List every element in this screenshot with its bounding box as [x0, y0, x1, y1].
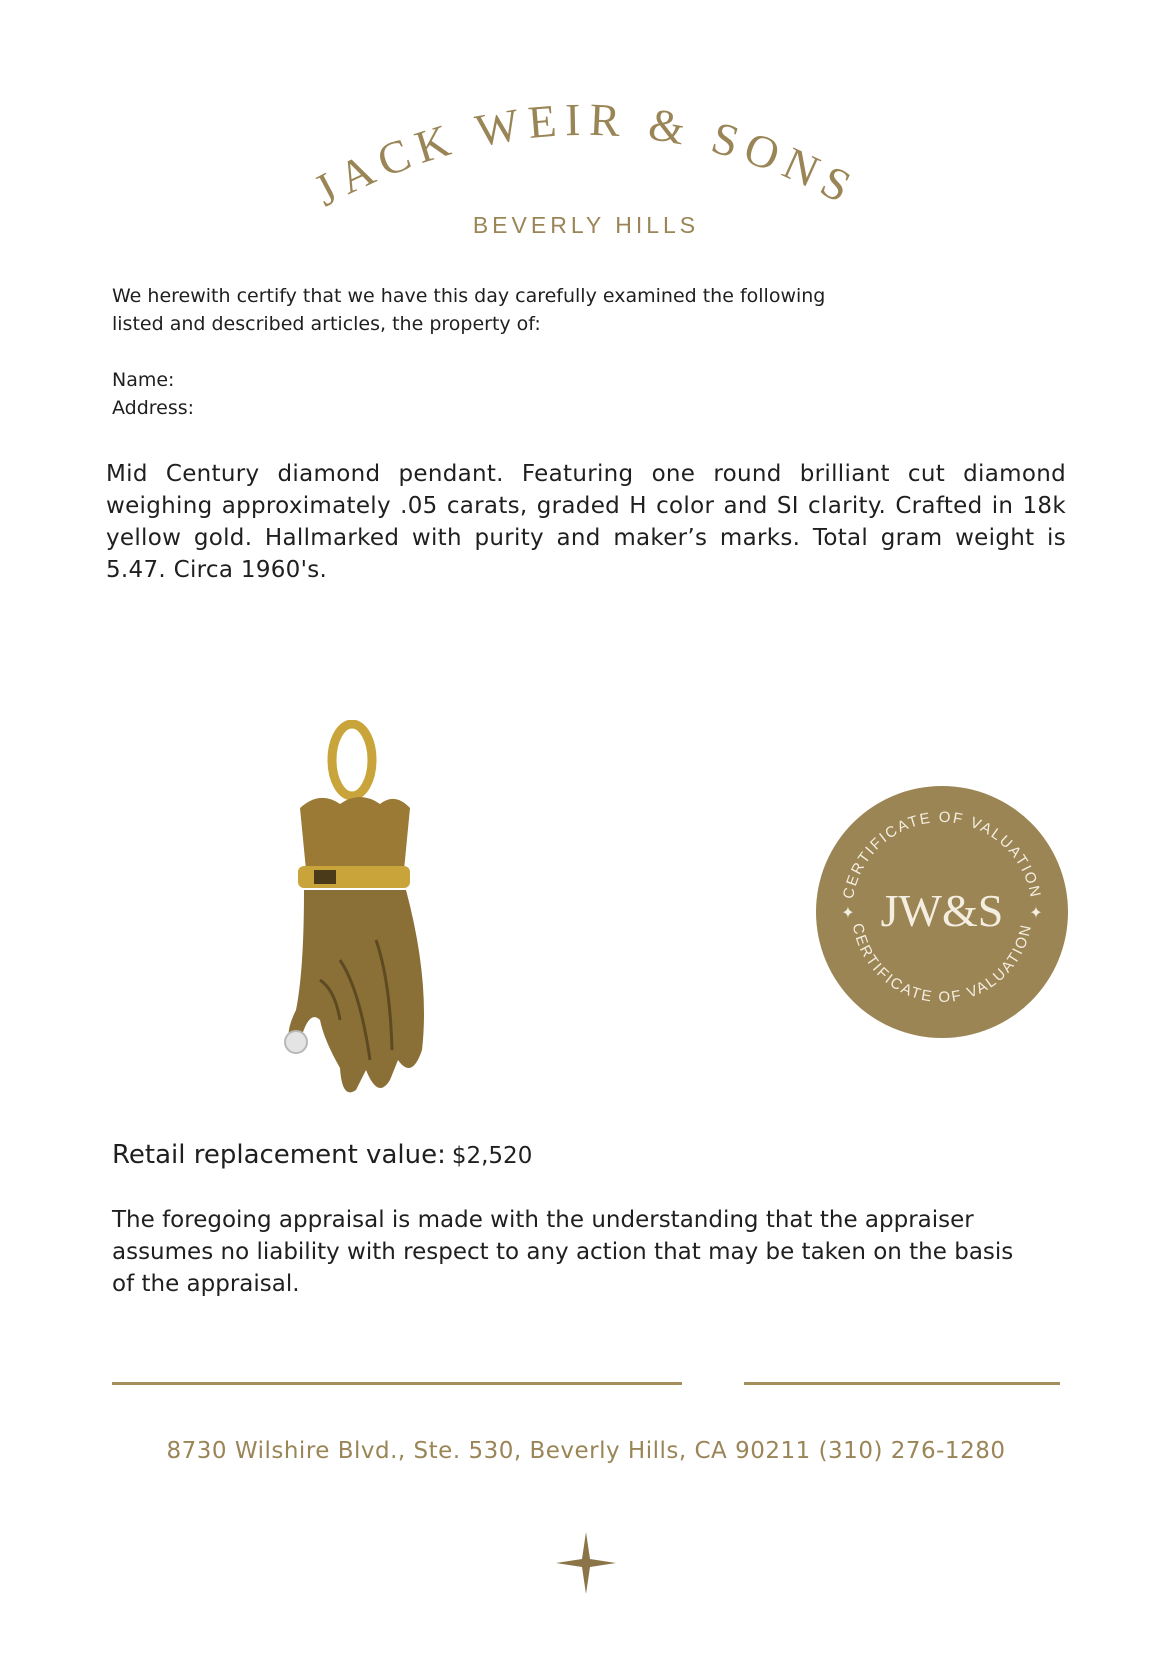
seal-ring-text-top: CERTIFICATE OF VALUATION	[839, 808, 1045, 901]
certificate-seal	[816, 786, 1068, 1038]
pendant-photo	[280, 720, 460, 1110]
certification-statement: We herewith certify that we have this day carefully examined the following listed and described articles, the property of:	[112, 285, 826, 335]
retail-value-amount: $2,520	[451, 1143, 533, 1169]
name-label: Name:	[112, 369, 175, 391]
retail-value	[112, 1140, 532, 1170]
brand-name: JACK WEIR & SONS	[305, 93, 867, 216]
item-description: Mid Century diamond pendant. Featuring one round brilliant cut diamond weighing approximately .05 carats, graded H color and SI clarity. Crafted in 18k yellow gold. Hallmarked with purity and maker’s marks. Total gram weight is 5.47. Circa 1960's.	[106, 461, 1066, 583]
date-line	[744, 1382, 1060, 1385]
signature-line	[112, 1382, 682, 1385]
brand-location: BEVERLY HILLS	[472, 212, 700, 238]
seal-ring-text-bottom: CERTIFICATE OF VALUATION	[848, 921, 1036, 1007]
retail-value-label: Retail replacement value:	[112, 1140, 446, 1170]
disclaimer: The foregoing appraisal is made with the understanding that the appraiser assumes no liability with respect to any action that may be taken on the basis of the appraisal.	[112, 1207, 1014, 1297]
four-point-star-icon	[556, 1532, 616, 1594]
seal-monogram: JW&S	[880, 885, 1004, 936]
footer-address: 8730 Wilshire Blvd., Ste. 530, Beverly Hills, CA 90211 (310) 276-1280	[166, 1438, 1006, 1464]
seal-star-right-icon: ✦	[1029, 903, 1043, 922]
address-label: Address:	[112, 397, 195, 419]
seal-star-left-icon: ✦	[841, 903, 855, 922]
owner-fields	[112, 366, 194, 422]
